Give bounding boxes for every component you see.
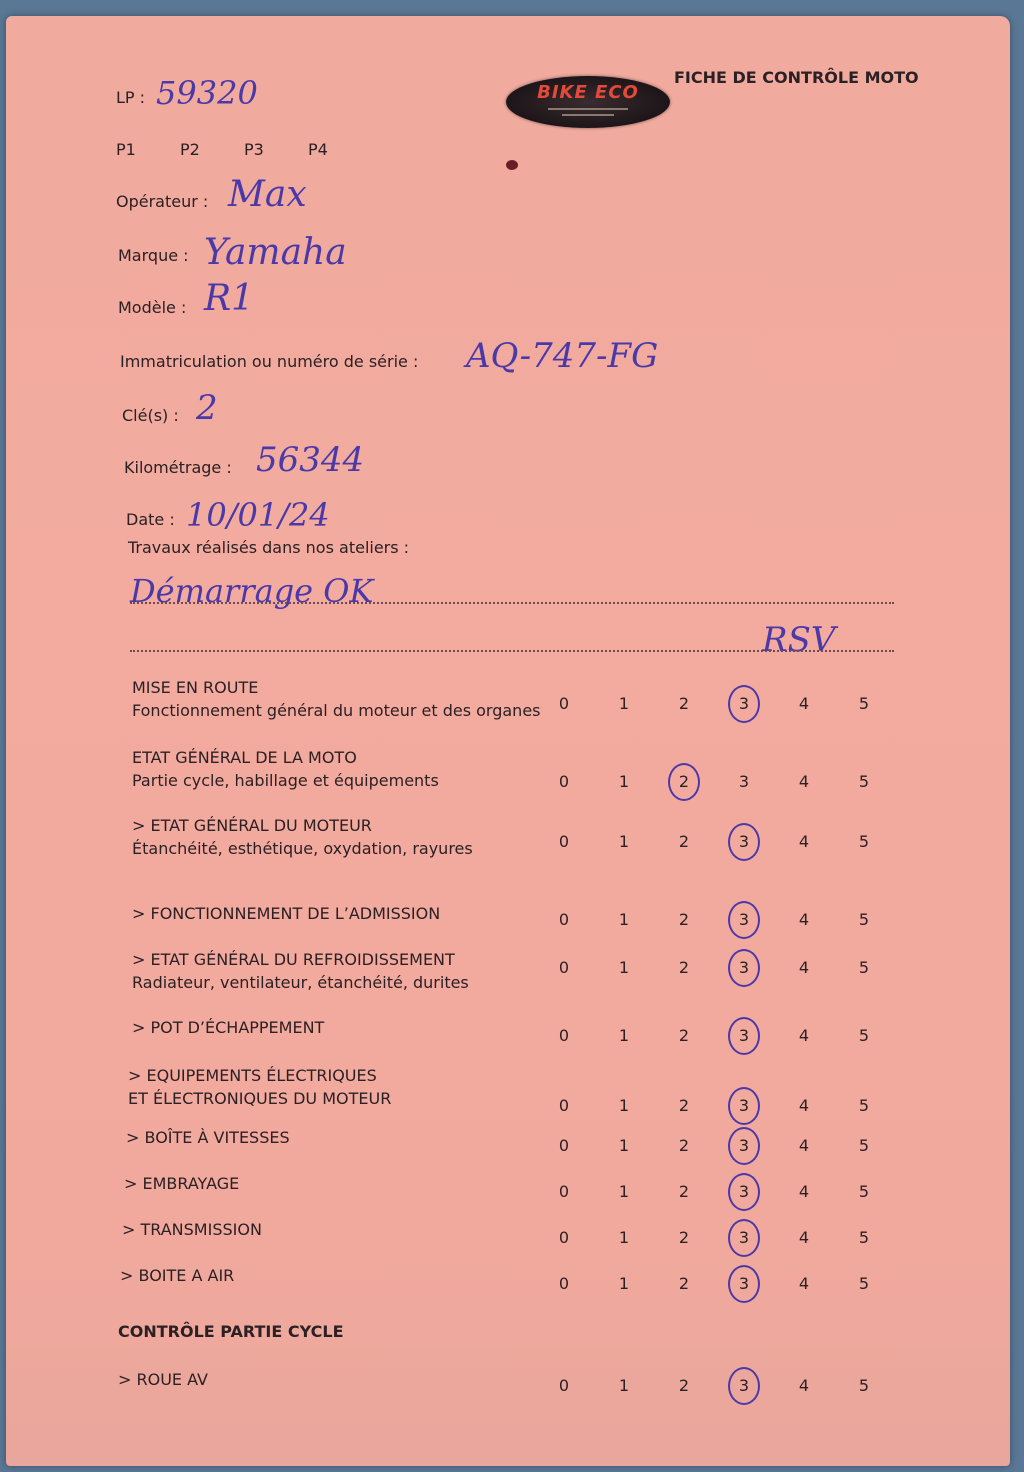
score-option-4[interactable]: 4 <box>798 832 810 851</box>
check-subtitle: Étanchéité, esthétique, oxydation, rayures <box>132 839 473 858</box>
date-value: 10/01/24 <box>186 496 330 534</box>
check-row-9 <box>122 1220 262 1239</box>
score-option-2[interactable]: 2 <box>678 910 690 929</box>
score-circle-mark <box>728 1219 760 1257</box>
score-option-5[interactable]: 5 <box>858 1026 870 1045</box>
score-option-3[interactable]: 3 <box>738 1274 750 1293</box>
score-option-5[interactable]: 5 <box>858 1136 870 1155</box>
lp-value: 59320 <box>156 74 258 112</box>
score-option-2[interactable]: 2 <box>678 832 690 851</box>
score-option-3[interactable]: 3 <box>738 832 750 851</box>
score-option-3[interactable]: 3 <box>738 958 750 977</box>
position-p4: P4 <box>308 140 328 159</box>
score-option-1[interactable]: 1 <box>618 1376 630 1395</box>
cles-value: 2 <box>196 388 218 428</box>
score-option-4[interactable]: 4 <box>798 1182 810 1201</box>
dotted-line-2 <box>130 650 894 652</box>
check-row-8 <box>124 1174 239 1193</box>
score-option-1[interactable]: 1 <box>618 832 630 851</box>
score-option-1[interactable]: 1 <box>618 1274 630 1293</box>
score-option-2[interactable]: 2 <box>678 1026 690 1045</box>
score-circle-mark <box>728 1173 760 1211</box>
score-option-5[interactable]: 5 <box>858 1182 870 1201</box>
position-p1: P1 <box>116 140 136 159</box>
score-option-4[interactable]: 4 <box>798 1096 810 1115</box>
bike-eco-logo <box>506 76 670 128</box>
score-option-3[interactable]: 3 <box>738 694 750 713</box>
score-option-5[interactable]: 5 <box>858 832 870 851</box>
score-option-3[interactable]: 3 <box>738 1376 750 1395</box>
operateur-label: Opérateur : <box>116 192 209 211</box>
km-label: Kilométrage : <box>124 458 232 477</box>
score-option-1[interactable]: 1 <box>618 910 630 929</box>
logo-tagline-mark-2 <box>562 114 614 116</box>
position-p3: P3 <box>244 140 264 159</box>
travaux-label: Travaux réalisés dans nos ateliers : <box>128 538 410 557</box>
score-option-3[interactable]: 3 <box>738 772 750 791</box>
score-circle-mark <box>728 1265 760 1303</box>
check-subtitle: Fonctionnement général du moteur et des organes <box>132 701 541 720</box>
score-option-0[interactable]: 0 <box>558 772 570 791</box>
date-label: Date : <box>126 510 175 529</box>
score-option-0[interactable]: 0 <box>558 1228 570 1247</box>
check-title: > ROUE AV <box>118 1370 208 1389</box>
marque-label: Marque : <box>118 246 189 265</box>
score-option-0[interactable]: 0 <box>558 694 570 713</box>
travaux-line-1: Démarrage OK <box>130 572 374 610</box>
marque-value: Yamaha <box>204 232 347 273</box>
operateur-value: Max <box>228 174 307 215</box>
check-row-2 <box>132 816 473 858</box>
score-option-1[interactable]: 1 <box>618 1136 630 1155</box>
immat-value: AQ-747-FG <box>466 336 659 376</box>
score-option-3[interactable]: 3 <box>738 1182 750 1201</box>
score-option-4[interactable]: 4 <box>798 958 810 977</box>
score-option-4[interactable]: 4 <box>798 1228 810 1247</box>
check-subtitle: Partie cycle, habillage et équipements <box>132 771 439 790</box>
immat-label: Immatriculation ou numéro de série : <box>120 352 419 371</box>
check-row-10 <box>120 1266 234 1285</box>
modele-value: R1 <box>204 278 255 319</box>
score-option-1[interactable]: 1 <box>618 1228 630 1247</box>
check-row-6 <box>128 1066 391 1108</box>
score-option-4[interactable]: 4 <box>798 1026 810 1045</box>
check-title: > BOITE A AIR <box>120 1266 235 1285</box>
score-option-4[interactable]: 4 <box>798 772 810 791</box>
score-circle-mark <box>728 1127 760 1165</box>
score-option-5[interactable]: 5 <box>858 1274 870 1293</box>
score-option-0[interactable]: 0 <box>558 1026 570 1045</box>
check-row-7 <box>126 1128 290 1147</box>
score-circle-mark <box>728 1087 760 1125</box>
score-option-5[interactable]: 5 <box>858 1096 870 1115</box>
score-option-0[interactable]: 0 <box>558 1274 570 1293</box>
sheet-title: FICHE DE CONTRÔLE MOTO <box>674 68 919 87</box>
score-option-4[interactable]: 4 <box>798 910 810 929</box>
score-option-2[interactable]: 2 <box>678 1096 690 1115</box>
score-option-3[interactable]: 3 <box>738 1096 750 1115</box>
ink-stain <box>506 160 518 170</box>
position-p2: P2 <box>180 140 200 159</box>
score-option-2[interactable]: 2 <box>678 1182 690 1201</box>
score-option-1[interactable]: 1 <box>618 1096 630 1115</box>
score-option-0[interactable]: 0 <box>558 832 570 851</box>
score-option-2[interactable]: 2 <box>678 1376 690 1395</box>
cles-label: Clé(s) : <box>122 406 179 425</box>
score-option-2[interactable]: 2 <box>678 1228 690 1247</box>
check-row-4 <box>132 950 469 992</box>
score-option-0[interactable]: 0 <box>558 1096 570 1115</box>
score-circle-mark <box>668 763 700 801</box>
check-title: > EQUIPEMENTS ÉLECTRIQUES <box>128 1066 377 1085</box>
check-title: > ETAT GÉNÉRAL DU REFROIDISSEMENT <box>132 950 455 969</box>
score-circle-mark <box>728 949 760 987</box>
score-option-5[interactable]: 5 <box>858 1376 870 1395</box>
score-circle-mark <box>728 1017 760 1055</box>
modele-label: Modèle : <box>118 298 187 317</box>
score-circle-mark <box>728 685 760 723</box>
score-option-2[interactable]: 2 <box>678 694 690 713</box>
score-option-3[interactable]: 3 <box>738 1136 750 1155</box>
check-title: MISE EN ROUTE <box>132 678 259 697</box>
check-row-1 <box>132 748 439 790</box>
check-title: > TRANSMISSION <box>122 1220 262 1239</box>
check-row-5 <box>132 1018 324 1037</box>
score-option-0[interactable]: 0 <box>558 910 570 929</box>
check-subtitle: ET ÉLECTRONIQUES DU MOTEUR <box>128 1089 392 1108</box>
lp-label: LP : <box>116 88 146 107</box>
score-option-2[interactable]: 2 <box>678 958 690 977</box>
section-partie-cycle: CONTRÔLE PARTIE CYCLE <box>118 1322 344 1341</box>
score-option-2[interactable]: 2 <box>678 772 690 791</box>
score-option-1[interactable]: 1 <box>618 694 630 713</box>
score-option-0[interactable]: 0 <box>558 1136 570 1155</box>
score-option-5[interactable]: 5 <box>858 772 870 791</box>
score-option-4[interactable]: 4 <box>798 1376 810 1395</box>
score-option-3[interactable]: 3 <box>738 910 750 929</box>
check-row-3 <box>132 904 440 923</box>
score-option-1[interactable]: 1 <box>618 1026 630 1045</box>
score-option-0[interactable]: 0 <box>558 1376 570 1395</box>
check-title: > ETAT GÉNÉRAL DU MOTEUR <box>132 816 372 835</box>
km-value: 56344 <box>256 440 365 480</box>
score-option-5[interactable]: 5 <box>858 910 870 929</box>
score-option-5[interactable]: 5 <box>858 958 870 977</box>
brand-name: BIKE ECO <box>537 82 639 103</box>
score-circle-mark <box>728 1367 760 1405</box>
check-title: > FONCTIONNEMENT DE L’ADMISSION <box>132 904 441 923</box>
score-option-0[interactable]: 0 <box>558 1182 570 1201</box>
check-row-0 <box>132 678 541 720</box>
score-option-1[interactable]: 1 <box>618 772 630 791</box>
score-option-2[interactable]: 2 <box>678 1136 690 1155</box>
score-option-1[interactable]: 1 <box>618 1182 630 1201</box>
initials: RSV <box>762 620 836 660</box>
score-option-2[interactable]: 2 <box>678 1274 690 1293</box>
score-option-1[interactable]: 1 <box>618 958 630 977</box>
score-option-0[interactable]: 0 <box>558 958 570 977</box>
score-circle-mark <box>728 823 760 861</box>
cycle-check-row-0 <box>118 1370 208 1389</box>
score-option-4[interactable]: 4 <box>798 694 810 713</box>
dotted-line-1 <box>130 602 894 604</box>
score-option-5[interactable]: 5 <box>858 1228 870 1247</box>
score-option-4[interactable]: 4 <box>798 1136 810 1155</box>
score-option-4[interactable]: 4 <box>798 1274 810 1293</box>
check-subtitle: Radiateur, ventilateur, étanchéité, durites <box>132 973 469 992</box>
logo-tagline-mark <box>548 108 628 110</box>
check-title: ETAT GÉNÉRAL DE LA MOTO <box>132 748 357 767</box>
score-option-3[interactable]: 3 <box>738 1026 750 1045</box>
check-title: > POT D’ÉCHAPPEMENT <box>132 1018 325 1037</box>
score-circle-mark <box>728 901 760 939</box>
check-title: > BOÎTE À VITESSES <box>126 1128 290 1147</box>
control-sheet <box>6 16 1010 1466</box>
score-option-3[interactable]: 3 <box>738 1228 750 1247</box>
check-title: > EMBRAYAGE <box>124 1174 240 1193</box>
score-option-5[interactable]: 5 <box>858 694 870 713</box>
